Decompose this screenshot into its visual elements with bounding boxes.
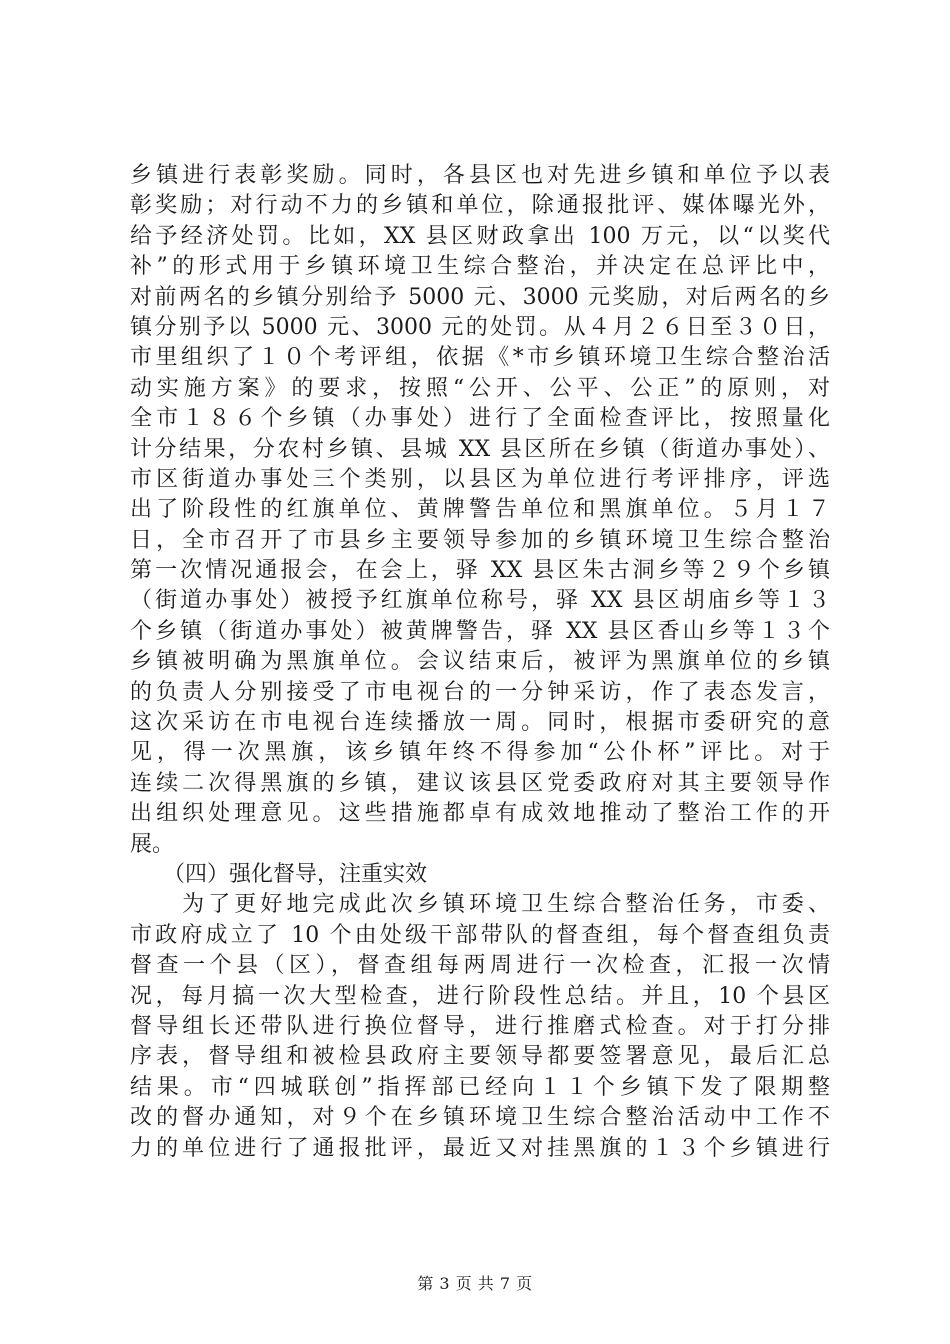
- text-line: 出了阶段性的红旗单位、黄牌警告单位和黑旗单位。５月１７: [130, 497, 830, 523]
- text-line: 的负责人分别接受了市电视台的一分钟采访，作了表态发言，: [130, 679, 830, 705]
- text-line: 补”的形式用于乡镇环境卫生综合整治，并决定在总评比中，: [130, 254, 830, 280]
- text-line: 连续二次得黑旗的乡镇，建议该县区党委政府对其主要领导作: [130, 770, 830, 796]
- text-line: 对前两名的乡镇分别给予 5000 元、3000 元奖励，对后两名的乡: [130, 284, 830, 310]
- text-line: 力的单位进行了通报批评，最近又对挂黑旗的１３个乡镇进行: [130, 1135, 830, 1161]
- text-line: 给予经济处罚。比如，XX 县区财政拿出 100 万元，以“以奖代: [130, 223, 830, 249]
- text-line: 出组织处理意见。这些措施都卓有成效地推动了整治工作的开: [130, 801, 830, 827]
- text-line: 况，每月搞一次大型检查，进行阶段性总结。并且，10 个县区: [130, 983, 830, 1009]
- text-line: 动实施方案》的要求，按照“公开、公平、公正”的原则，对: [130, 375, 830, 401]
- text-line: 这次采访在市电视台连续播放一周。同时，根据市委研究的意: [130, 710, 830, 736]
- text-line: 序表，督导组和被检县政府主要领导都要签署意见，最后汇总: [130, 1044, 830, 1070]
- page-number-footer: 第 3 页 共 7 页: [417, 1274, 533, 1293]
- text-line: 见，得一次黑旗，该乡镇年终不得参加“公仆杯”评比。对于: [130, 740, 830, 766]
- text-line: 全市１８６个乡镇（办事处）进行了全面检查评比，按照量化: [130, 406, 830, 432]
- text-line: 日，全市召开了市县乡主要领导参加的乡镇环境卫生综合整治: [130, 527, 830, 553]
- text-line: 结果。市“四城联创”指挥部已经向１１个乡镇下发了限期整: [130, 1074, 830, 1100]
- body-text: [130, 161, 830, 1164]
- text-line: 为了更好地完成此次乡镇环境卫生综合整治任务，市委、: [130, 892, 830, 918]
- text-line: 改的督办通知，对９个在乡镇环境卫生综合整治活动中工作不: [130, 1105, 830, 1131]
- text-line: （街道办事处）被授予红旗单位称号，驿 XX 县区胡庙乡等１３: [130, 588, 830, 614]
- text-line: 计分结果，分农村乡镇、县城 XX 县区所在乡镇（街道办事处）、: [130, 436, 830, 462]
- text-line: 乡镇被明确为黑旗单位。会议结束后，被评为黑旗单位的乡镇: [130, 649, 830, 675]
- text-line: 市政府成立了 10 个由处级干部带队的督查组，每个督查组负责: [130, 922, 830, 948]
- text-line: 个乡镇（街道办事处）被黄牌警告，驿 XX 县区香山乡等１３个: [130, 618, 830, 644]
- text-line: 第一次情况通报会，在会上，驿 XX 县区朱古洞乡等２９个乡镇: [130, 558, 830, 584]
- text-line: 督导组长还带队进行换位督导，进行推磨式检查。对于打分排: [130, 1013, 830, 1039]
- text-line: 乡镇进行表彰奖励。同时，各县区也对先进乡镇和单位予以表: [130, 163, 830, 188]
- text-line: 镇分别予以 5000 元、3000 元的处罚。从４月２６日至３０日，: [130, 314, 830, 340]
- text-line: 市里组织了１０个考评组，依据《*市乡镇环境卫生综合整治活: [130, 345, 830, 371]
- text-line: 彰奖励；对行动不力的乡镇和单位，除通报批评、媒体曝光外，: [130, 193, 830, 219]
- text-line: 市区街道办事处三个类别，以县区为单位进行考评排序，评选: [130, 466, 830, 492]
- text-line: 督查一个县（区），督查组每两周进行一次检查，汇报一次情: [130, 953, 830, 979]
- section-heading: （四）强化督导，注重实效: [130, 861, 428, 887]
- text-line: 展。: [130, 831, 175, 857]
